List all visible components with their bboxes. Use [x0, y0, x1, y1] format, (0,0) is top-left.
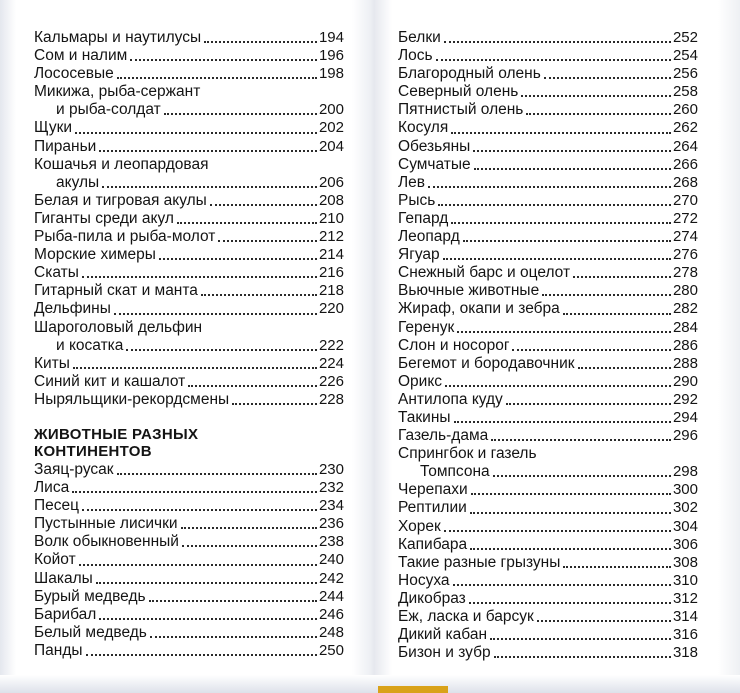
- dot-leader: [188, 382, 317, 387]
- toc-page-number: 318: [672, 644, 698, 662]
- dot-leader: [493, 472, 671, 477]
- toc-page-number: 278: [672, 264, 698, 282]
- toc-entry-title: Хорек: [398, 517, 441, 535]
- toc-left-column: [34, 29, 344, 660]
- toc-entry-title: Белая и тигровая акулы: [34, 191, 207, 209]
- toc-entry[interactable]: [34, 246, 344, 264]
- toc-page-number: 296: [672, 427, 698, 445]
- toc-entry[interactable]: [398, 427, 698, 445]
- toc-page-number: 262: [672, 119, 698, 137]
- toc-entry-title: Гепард: [398, 209, 449, 227]
- toc-entry-title: Гиганты среди акул: [34, 209, 174, 227]
- toc-page-number: 240: [318, 551, 344, 569]
- dot-leader: [470, 545, 671, 550]
- toc-page-number: 232: [318, 479, 344, 497]
- toc-page-number: 254: [672, 47, 698, 65]
- toc-page-number: 282: [672, 300, 698, 318]
- toc-entry[interactable]: [34, 65, 344, 83]
- dot-leader: [469, 599, 671, 604]
- toc-group: [398, 481, 698, 662]
- toc-entry[interactable]: [34, 642, 344, 660]
- toc-page-number: 206: [318, 173, 344, 191]
- toc-entry[interactable]: [34, 228, 344, 246]
- toc-entry-title: акулы: [56, 173, 100, 191]
- dot-leader: [204, 38, 317, 43]
- section-heading-line: КОНТИНЕНТОВ: [34, 443, 152, 461]
- dot-leader: [473, 147, 671, 152]
- toc-entry-title: Газель-дама: [398, 427, 489, 445]
- toc-page-number: 308: [672, 553, 698, 571]
- toc-entry-title: Щуки: [34, 119, 73, 137]
- toc-page-number: 246: [318, 605, 344, 623]
- toc-page-number: 284: [672, 318, 698, 336]
- toc-page-number: 212: [318, 228, 344, 246]
- dot-leader: [436, 56, 671, 61]
- toc-page-number: 224: [318, 354, 344, 372]
- dot-leader: [201, 291, 317, 296]
- toc-page-number: 238: [318, 533, 344, 551]
- dot-leader: [210, 201, 317, 206]
- toc-page-number: 198: [318, 65, 344, 83]
- toc-entry[interactable]: [398, 499, 698, 517]
- toc-entry-title: Лиса: [34, 479, 70, 497]
- toc-entry[interactable]: [34, 606, 344, 624]
- dot-leader: [471, 490, 671, 495]
- toc-entry-title: Койот: [34, 551, 76, 569]
- toc-entry[interactable]: [398, 554, 698, 572]
- toc-entry-title: Дикобраз: [398, 589, 466, 607]
- dot-leader: [454, 418, 671, 423]
- toc-page-number: 292: [672, 390, 698, 408]
- toc-page-number: 304: [672, 517, 698, 535]
- toc-page-number: 218: [318, 282, 344, 300]
- toc-entry[interactable]: [398, 83, 698, 101]
- dot-leader: [117, 470, 317, 475]
- toc-right-column: [398, 29, 698, 662]
- toc-entry[interactable]: [34, 588, 344, 606]
- toc-entry[interactable]: [34, 624, 344, 642]
- toc-entry[interactable]: [398, 355, 698, 373]
- dot-leader: [457, 328, 671, 333]
- toc-entry-title: Рысь: [398, 191, 436, 209]
- toc-entry-title: Орикс: [398, 372, 443, 390]
- dot-leader: [181, 524, 317, 529]
- toc-page-number: 258: [672, 83, 698, 101]
- toc-group: [34, 355, 344, 409]
- toc-page-number: 248: [318, 623, 344, 641]
- dot-leader: [544, 74, 671, 79]
- toc-entry[interactable]: [398, 138, 698, 156]
- toc-entry-title: Дикий кабан: [398, 626, 488, 644]
- dot-leader: [563, 310, 671, 315]
- toc-entry-title: Заяц-русак: [34, 460, 114, 478]
- toc-entry-title: Белый медведь: [34, 623, 147, 641]
- toc-page-number: 288: [672, 354, 698, 372]
- dot-leader: [117, 74, 317, 79]
- toc-page-number: 312: [672, 589, 698, 607]
- toc-entry-title: Жираф, окапи и зебра: [398, 300, 560, 318]
- toc-entry[interactable]: [34, 551, 344, 569]
- toc-entry-title: Шакалы: [34, 569, 93, 587]
- dot-leader: [428, 183, 671, 188]
- page-edge-fade: [718, 0, 740, 693]
- toc-entry-title-line: Спрингбок и газель: [398, 445, 537, 463]
- toc-page-number: 220: [318, 300, 344, 318]
- toc-entry-title: Сом и налим: [34, 47, 128, 65]
- toc-page-number: 298: [672, 463, 698, 481]
- dot-leader: [444, 527, 671, 532]
- toc-page-number: 252: [672, 29, 698, 46]
- dot-leader: [114, 310, 317, 315]
- toc-entry-title: Северный олень: [398, 83, 519, 101]
- toc-entry[interactable]: [398, 246, 698, 264]
- toc-entry-title: Черепахи: [398, 481, 468, 499]
- dot-leader: [443, 255, 671, 260]
- toc-entry-title: Скаты: [34, 264, 79, 282]
- dot-leader: [490, 635, 671, 640]
- dot-leader: [526, 110, 671, 115]
- dot-leader: [82, 273, 317, 278]
- dot-leader: [159, 255, 317, 260]
- toc-entry[interactable]: [34, 300, 344, 318]
- toc-page-number: 210: [318, 209, 344, 227]
- dot-leader: [149, 597, 317, 602]
- dot-leader: [521, 92, 671, 97]
- book-gutter: [352, 0, 392, 693]
- toc-entry-title: Пустынные лисички: [34, 515, 178, 533]
- toc-entry-title: и косатка: [56, 336, 124, 354]
- toc-entry-title-line: Микижа, рыба-сержант: [34, 83, 201, 101]
- toc-entry[interactable]: [398, 300, 698, 318]
- dot-leader: [563, 563, 671, 568]
- toc-entry[interactable]: [398, 210, 698, 228]
- toc-entry-title: Сумчатые: [398, 155, 471, 173]
- dot-leader: [182, 542, 317, 547]
- toc-entry-title: Вьючные животные: [398, 282, 540, 300]
- toc-entry-title: Такие разные грызуны: [398, 553, 561, 571]
- toc-page-number: 260: [672, 101, 698, 119]
- toc-entry: [398, 463, 698, 481]
- toc-entry-title: Лососевые: [34, 65, 114, 83]
- toc-entry-title: Пятнистый олень: [398, 101, 524, 119]
- toc-entry-title: Белки: [398, 29, 441, 46]
- dot-leader: [86, 651, 317, 656]
- toc-page-number: 230: [318, 460, 344, 478]
- toc-entry[interactable]: [398, 264, 698, 282]
- toc-entry[interactable]: [398, 29, 698, 47]
- toc-group: [34, 119, 344, 155]
- dot-leader: [445, 382, 671, 387]
- dot-leader: [542, 291, 671, 296]
- toc-entry[interactable]: [398, 572, 698, 590]
- toc-entry[interactable]: [398, 590, 698, 608]
- toc-entry-title: Ягуар: [398, 246, 440, 264]
- toc-entry-title: Такины: [398, 408, 451, 426]
- toc-entry-title: Дельфины: [34, 300, 111, 318]
- toc-page-number: 266: [672, 155, 698, 173]
- toc-entry: [34, 174, 344, 192]
- dot-leader: [451, 219, 671, 224]
- dot-leader: [218, 237, 317, 242]
- toc-page-number: 216: [318, 264, 344, 282]
- toc-entry-title: Лев: [398, 173, 426, 191]
- toc-entry[interactable]: [34, 138, 344, 156]
- toc-group: [34, 29, 344, 83]
- toc-page-number: 228: [318, 390, 344, 408]
- toc-entry-multiline[interactable]: [398, 445, 698, 481]
- section-heading-line: ЖИВОТНЫЕ РАЗНЫХ: [34, 425, 199, 443]
- toc-page-number: 204: [318, 137, 344, 155]
- toc-page-number: 200: [318, 101, 344, 119]
- toc-entry-title: Бурый медведь: [34, 587, 146, 605]
- toc-entry-title: Бизон и зубр: [398, 644, 491, 662]
- dot-leader: [102, 183, 317, 188]
- dot-leader: [470, 509, 671, 514]
- toc-entry-title: Песец: [34, 497, 80, 515]
- toc-entry-title-line: Шароголовый дельфин: [34, 318, 203, 336]
- dot-leader: [463, 237, 671, 242]
- toc-page-number: 222: [318, 336, 344, 354]
- toc-entry-title-line: Кошачья и леопардовая: [34, 155, 209, 173]
- toc-entry[interactable]: [398, 608, 698, 626]
- dot-leader: [99, 147, 317, 152]
- toc-entry-title: Еж, ласка и барсук: [398, 608, 534, 625]
- dot-leader: [453, 581, 671, 586]
- toc-entry[interactable]: [34, 570, 344, 588]
- toc-entry-title: Косуля: [398, 119, 449, 137]
- dot-leader: [537, 617, 671, 622]
- dot-leader: [130, 56, 317, 61]
- toc-page-number: 196: [318, 47, 344, 65]
- dot-leader: [79, 561, 317, 566]
- dot-leader: [506, 400, 671, 405]
- toc-entry[interactable]: [34, 355, 344, 373]
- toc-group: [34, 461, 344, 660]
- dot-leader: [150, 633, 317, 638]
- toc-entry-title: Капибара: [398, 535, 468, 553]
- toc-entry[interactable]: [398, 65, 698, 83]
- page-edge-shadow: [0, 0, 16, 693]
- toc-page-number: 236: [318, 515, 344, 533]
- toc-entry[interactable]: [34, 29, 344, 47]
- toc-page-number: 274: [672, 228, 698, 246]
- toc-entry[interactable]: [398, 192, 698, 210]
- toc-entry[interactable]: [34, 282, 344, 300]
- toc-entry[interactable]: [34, 192, 344, 210]
- toc-entry-title: Обезьяны: [398, 137, 471, 155]
- toc-entry-title: Рыба-пила и рыба-молот: [34, 228, 216, 246]
- toc-entry[interactable]: [34, 373, 344, 391]
- dot-leader: [73, 364, 317, 369]
- toc-page-number: 306: [672, 535, 698, 553]
- section-heading: [34, 426, 344, 461]
- toc-group: [34, 192, 344, 319]
- cover-accent: [378, 686, 448, 693]
- toc-entry[interactable]: [398, 174, 698, 192]
- toc-entry[interactable]: [34, 515, 344, 533]
- toc-page-number: 280: [672, 282, 698, 300]
- toc-entry-title: Рептилии: [398, 499, 467, 517]
- toc-page-number: 194: [318, 29, 344, 46]
- dot-leader: [578, 364, 671, 369]
- dot-leader: [126, 346, 317, 351]
- toc-entry-title: Бегемот и бородавочник: [398, 354, 575, 372]
- toc-entry[interactable]: [34, 264, 344, 282]
- toc-entry-title: Кальмары и наутилусы: [34, 29, 202, 46]
- toc-entry[interactable]: [398, 536, 698, 554]
- toc-entry-title: Леопард: [398, 228, 460, 246]
- toc-page-number: 294: [672, 408, 698, 426]
- toc-page-number: 276: [672, 246, 698, 264]
- toc-page-number: 316: [672, 626, 698, 644]
- dot-leader: [573, 273, 671, 278]
- dot-leader: [99, 615, 317, 620]
- toc-entry-title: Антилопа куду: [398, 390, 503, 408]
- toc-page-number: 290: [672, 372, 698, 390]
- toc-entry[interactable]: [398, 518, 698, 536]
- toc-entry[interactable]: [398, 337, 698, 355]
- toc-entry: [34, 337, 344, 355]
- toc-entry-title: Благородный олень: [398, 65, 541, 83]
- toc-page-number: 310: [672, 571, 698, 589]
- dot-leader: [164, 110, 317, 115]
- toc-entry-title: Волк обыкновенный: [34, 533, 179, 551]
- toc-entry[interactable]: [398, 644, 698, 662]
- toc-entry-multiline[interactable]: [34, 319, 344, 355]
- toc-page-number: 302: [672, 499, 698, 517]
- dot-leader: [451, 129, 671, 134]
- dot-leader: [491, 436, 671, 441]
- toc-entry-multiline[interactable]: [34, 83, 344, 119]
- toc-entry[interactable]: [398, 101, 698, 119]
- toc-entry-title: Синий кит и кашалот: [34, 372, 186, 390]
- toc-entry-title: Геренук: [398, 318, 455, 336]
- dot-leader: [444, 38, 671, 43]
- toc-page-number: 314: [672, 608, 698, 625]
- toc-page-number: 244: [318, 587, 344, 605]
- toc-entry[interactable]: [34, 461, 344, 479]
- toc-entry: [34, 101, 344, 119]
- toc-page-number: 226: [318, 372, 344, 390]
- toc-page-number: 234: [318, 497, 344, 515]
- toc-page-number: 268: [672, 173, 698, 191]
- toc-entry-title: Лось: [398, 47, 433, 65]
- toc-entry-title: Панды: [34, 641, 83, 659]
- toc-entry-title: Морские химеры: [34, 246, 156, 264]
- toc-page-number: 272: [672, 209, 698, 227]
- toc-entry-title: Киты: [34, 354, 70, 372]
- toc-entry-title: и рыба-солдат: [56, 101, 161, 119]
- toc-entry[interactable]: [34, 533, 344, 551]
- toc-entry-title: Гитарный скат и манта: [34, 282, 198, 300]
- toc-entry[interactable]: [34, 119, 344, 137]
- toc-entry[interactable]: [398, 626, 698, 644]
- toc-entry-title: Ныряльщики-рекордсмены: [34, 390, 230, 408]
- toc-entry-title: Носуха: [398, 571, 450, 589]
- toc-entry[interactable]: [34, 391, 344, 409]
- dot-leader: [512, 346, 670, 351]
- toc-page-number: 300: [672, 481, 698, 499]
- toc-entry[interactable]: [398, 409, 698, 427]
- toc-entry[interactable]: [398, 156, 698, 174]
- toc-entry[interactable]: [34, 497, 344, 515]
- dot-leader: [72, 488, 317, 493]
- toc-entry[interactable]: [398, 391, 698, 409]
- toc-entry-title: Барибал: [34, 605, 97, 623]
- toc-group: [398, 29, 698, 445]
- toc-page-number: 202: [318, 119, 344, 137]
- toc-entry[interactable]: [34, 47, 344, 65]
- toc-entry-title: Томпсона: [420, 463, 490, 481]
- toc-entry[interactable]: [398, 373, 698, 391]
- toc-page-number: 250: [318, 641, 344, 659]
- toc-page-number: 270: [672, 191, 698, 209]
- page-bottom-edge: [0, 675, 740, 693]
- dot-leader: [494, 653, 671, 658]
- dot-leader: [177, 219, 317, 224]
- toc-page-number: 256: [672, 65, 698, 83]
- toc-page-number: 264: [672, 137, 698, 155]
- toc-entry-title: Пираньи: [34, 137, 97, 155]
- toc-entry[interactable]: [34, 479, 344, 497]
- dot-leader: [438, 201, 671, 206]
- dot-leader: [474, 165, 671, 170]
- toc-entry[interactable]: [398, 282, 698, 300]
- dot-leader: [96, 579, 317, 584]
- toc-page-number: 242: [318, 569, 344, 587]
- toc-page-number: 286: [672, 336, 698, 354]
- toc-entry-title: Снежный барс и оцелот: [398, 264, 571, 282]
- toc-entry[interactable]: [398, 228, 698, 246]
- toc-entry[interactable]: [398, 319, 698, 337]
- toc-entry[interactable]: [398, 119, 698, 137]
- toc-entry-title: Слон и носорог: [398, 336, 510, 354]
- dot-leader: [75, 129, 317, 134]
- dot-leader: [232, 400, 317, 405]
- toc-entry[interactable]: [398, 481, 698, 499]
- toc-entry[interactable]: [398, 47, 698, 65]
- toc-page-number: 208: [318, 191, 344, 209]
- dot-leader: [82, 506, 317, 511]
- toc-entry[interactable]: [34, 210, 344, 228]
- toc-entry-multiline[interactable]: [34, 156, 344, 192]
- toc-page-number: 214: [318, 246, 344, 264]
